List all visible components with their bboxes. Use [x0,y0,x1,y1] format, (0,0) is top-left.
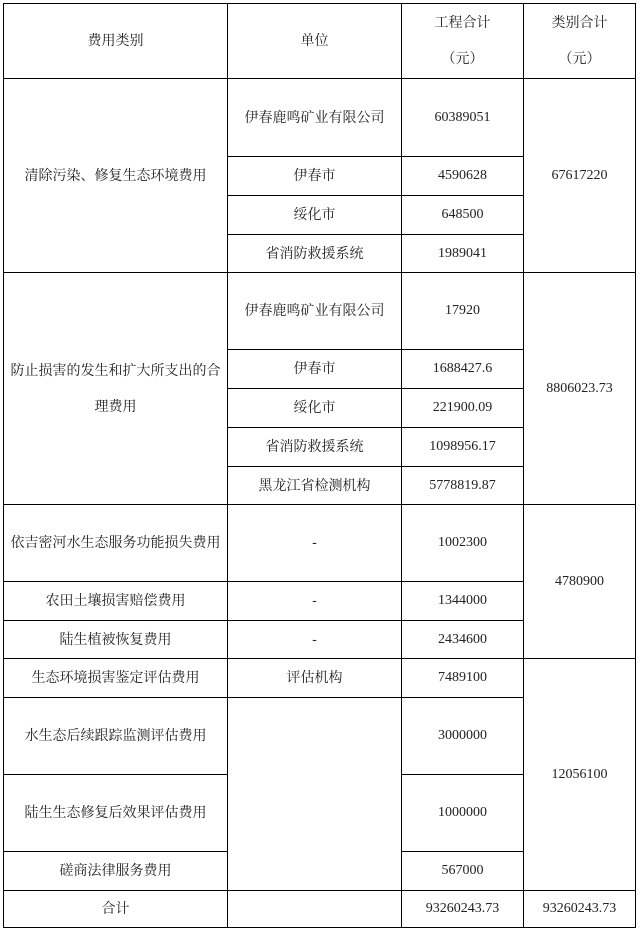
amount-cell: 60389051 [402,79,524,157]
category-label: 农田土壤损害赔偿费用 [4,582,228,621]
category-label: 陆生生态修复后效果评估费用 [4,775,228,852]
category-label: 清除污染、修复生态环境费用 [4,79,228,273]
amount-cell: 4590628 [402,157,524,196]
category-label: 生态环境损害鉴定评估费用 [4,659,228,698]
total-category-total: 93260243.73 [524,891,636,928]
table-row [4,273,636,350]
category-label: 水生态后续跟踪监测评估费用 [4,698,228,775]
amount-cell: 2434600 [402,621,524,659]
category-total: 8806023.73 [524,273,636,505]
total-label: 合计 [4,891,228,928]
header-category: 费用类别 [4,4,228,79]
amount-cell: 1002300 [402,505,524,582]
unit-cell [228,698,402,891]
unit-cell: - [228,582,402,621]
category-label: 陆生植被恢复费用 [4,621,228,659]
unit-cell: 伊春鹿鸣矿业有限公司 [228,79,402,157]
unit-cell: 省消防救援系统 [228,428,402,467]
total-amount: 93260243.73 [402,891,524,928]
header-unit: 单位 [228,4,402,79]
header-category-total: 类别合计 （元） [524,4,636,79]
table-row [4,505,636,582]
amount-cell: 5778819.87 [402,467,524,505]
amount-cell: 567000 [402,852,524,891]
unit-cell: 省消防救援系统 [228,235,402,273]
unit-cell: 绥化市 [228,389,402,428]
amount-cell: 648500 [402,196,524,235]
table-row [4,659,636,698]
total-unit-cell [228,891,402,928]
amount-cell: 3000000 [402,698,524,775]
amount-cell: 1688427.6 [402,350,524,389]
category-label: 依吉密河水生态服务功能损失费用 [4,505,228,582]
amount-cell: 1344000 [402,582,524,621]
category-label: 防止损害的发生和扩大所支出的合理费用 [4,273,228,505]
unit-cell: 绥化市 [228,196,402,235]
unit-cell: 评估机构 [228,659,402,698]
unit-cell: 伊春鹿鸣矿业有限公司 [228,273,402,350]
category-total: 12056100 [524,659,636,891]
amount-cell: 221900.09 [402,389,524,428]
header-row [4,4,636,79]
total-row [4,891,636,928]
unit-cell: - [228,505,402,582]
category-label: 磋商法律服务费用 [4,852,228,891]
amount-cell: 1000000 [402,775,524,852]
unit-cell: 伊春市 [228,350,402,389]
cost-table [3,3,636,928]
amount-cell: 1989041 [402,235,524,273]
amount-cell: 1098956.17 [402,428,524,467]
unit-cell: - [228,621,402,659]
category-total: 67617220 [524,79,636,273]
amount-cell: 7489100 [402,659,524,698]
category-total: 4780900 [524,505,636,659]
unit-cell: 黑龙江省检测机构 [228,467,402,505]
header-project-total: 工程合计 （元） [402,4,524,79]
table-row [4,79,636,157]
amount-cell: 17920 [402,273,524,350]
unit-cell: 伊春市 [228,157,402,196]
